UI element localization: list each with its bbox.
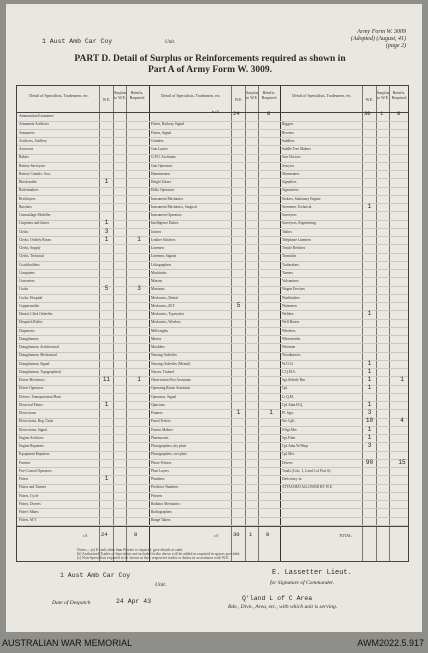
trade-label: Machinists — [151, 270, 167, 275]
trade-label: Artificers, Artillery — [19, 138, 47, 143]
trade-label: Linemen, Signals — [151, 254, 177, 259]
we-value: 1 — [367, 376, 372, 383]
total-label: TOTAL — [339, 533, 352, 538]
trade-label: Miners — [151, 336, 162, 341]
trade-label: Carpenter and Joiner — [19, 221, 49, 226]
trade-label: Dental, Clerk Orderlies — [19, 312, 53, 316]
footer-unit-caption: Unit. — [155, 582, 167, 588]
trade-label: Farriers — [19, 460, 31, 465]
trade-label: Hammermen — [151, 171, 170, 176]
trade-label: Millwrights — [151, 328, 168, 333]
header-reinf: Reinfts. Required — [129, 90, 145, 100]
trade-label: Saddle Tree Makers — [282, 147, 311, 151]
trade-label: Range Takers — [151, 518, 171, 523]
we-value: 1 — [104, 475, 109, 482]
trade-label: Masons — [151, 279, 163, 283]
table-row — [149, 517, 280, 526]
trade-label: Cpl.Mec — [282, 452, 295, 457]
trade-label: Dispensers — [19, 328, 35, 333]
header-reinf-3: Reinfts. Required — [391, 90, 407, 100]
trade-label: Photo-Writers — [151, 460, 172, 465]
trade-label: Washboilers — [282, 295, 300, 300]
trade-label: Operating Room Assistants — [151, 386, 191, 391]
trade-label: Instrument Mechanics, Surgical — [151, 204, 197, 209]
trade-label: Plate Layers — [151, 468, 169, 473]
trade-label: Bakers — [19, 155, 29, 160]
trade-label: Signwriters — [282, 188, 299, 193]
trade-label: Driver Mechanics — [19, 378, 45, 382]
trade-label: Whitesmiths — [282, 336, 301, 341]
trade-label: Blacksmiths — [19, 180, 37, 184]
trade-label: Equipment Repairers — [19, 452, 50, 457]
trade-label: Electricians, Reg. Units — [19, 419, 54, 424]
we-value: 5 — [104, 285, 109, 293]
unit-caption: Unit. — [165, 40, 176, 45]
header-surplus-3: Surplus to W.E. — [377, 90, 390, 100]
trade-label: Boilermakers — [19, 188, 39, 193]
trade-label: Pharmacists — [151, 435, 169, 440]
trade-label: Telephone Linemen — [282, 237, 311, 242]
despatch-date: 24 Apr 43 — [116, 598, 152, 605]
trade-label: Radiographers — [151, 510, 172, 514]
trade-label: Linemen — [151, 246, 164, 250]
trade-label: Welders — [282, 312, 294, 316]
trade-label: Turners — [282, 270, 294, 275]
we-value: 1 — [367, 202, 372, 210]
trade-label: Surveyors, Engineering — [282, 221, 316, 226]
reinf-value: 3 — [137, 285, 141, 293]
trade-label: Tinsmiths — [282, 254, 297, 259]
trade-label: Mechanics, M.T. — [151, 303, 176, 308]
trade-label: Nurses, Trained — [151, 369, 174, 374]
trade-label: Clerks — [19, 229, 29, 234]
trade-label: Ammunition Examiners — [19, 114, 54, 118]
trade-label: Masseurs — [151, 287, 165, 292]
trade-label: Wiremen — [282, 345, 296, 349]
we-value: 1 — [104, 178, 109, 185]
trade-label: Lithographers — [151, 262, 172, 267]
trade-label: Butchers — [19, 204, 32, 209]
trade-label: Drivers — [282, 460, 293, 465]
trade-label: S/Sgt.Mec — [282, 427, 298, 432]
trade-label: Gun Layers — [151, 147, 168, 151]
we-value: 3 — [104, 227, 109, 235]
formation-caption: Bde., Divn., Area, etc., with which unit is serving. — [228, 604, 338, 610]
cf1-r: 8 — [134, 531, 138, 538]
we-value: 1 — [367, 384, 372, 392]
trade-label: Leather Stitchers — [151, 237, 176, 242]
we-value: 3 — [367, 409, 372, 416]
trade-label: Height Takers — [151, 180, 172, 184]
table-row — [280, 517, 408, 526]
trade-label: Toolmakers — [282, 262, 299, 267]
trade-label: Saw Doctors — [282, 155, 301, 160]
trade-label: Patrol Testers — [151, 419, 171, 424]
trade-label: Fitters, Drivers — [19, 501, 41, 506]
trade-label: Clerks, Technical — [19, 254, 45, 259]
trade-label: Instrument Operators — [151, 213, 182, 217]
archive-strip — [0, 636, 428, 653]
trade-label: Battery Comdrs. Asst. — [19, 171, 51, 176]
trade-label: Bricklayers — [19, 196, 36, 201]
trade-label: Cooks, Hospital — [19, 295, 43, 300]
formation-name: Q'land L of C Area — [242, 595, 313, 602]
trade-label: Fitters, Signal — [151, 130, 172, 135]
we-value: 1 — [367, 359, 372, 367]
trade-label: Observation Post Assistants — [151, 378, 191, 382]
cf1-we: 24 — [101, 531, 108, 538]
form-page: (page 2) — [385, 43, 406, 49]
trade-label: Nursing Orderlies (Mental) — [151, 361, 191, 366]
part-title-line2: Part A of Army Form W. 3009. — [147, 65, 272, 75]
cf2-label: c/f — [214, 533, 219, 538]
bf3-r: 8 — [397, 110, 401, 117]
table-note: Notes:—(a) If rank other than Private is required, give details as rank. — [77, 548, 184, 552]
trade-label: Photographers, dry plate — [151, 444, 187, 448]
trade-label: Fitters — [19, 477, 29, 481]
trade-label: Hollo Operators — [151, 188, 175, 193]
header-detail-2: Detail of Specialists, Tradesmen, etc. — [161, 93, 221, 98]
trade-label: Mechanics, Dental — [151, 295, 178, 300]
we-value: 1 — [104, 219, 109, 227]
trade-label: Plumbers — [151, 477, 165, 481]
trade-label: Clerks, Supply — [19, 246, 41, 250]
header-we-2: W.E. — [234, 97, 243, 102]
form-adopted: (Adopted) (August, 41) — [350, 36, 406, 42]
reinf-value: 1 — [137, 235, 141, 243]
cf-row — [17, 526, 408, 547]
trade-label: Sgt.Orderly Rm — [282, 378, 305, 382]
table-header — [17, 86, 408, 113]
trade-label: Grinders — [151, 138, 164, 143]
trade-label: Storemen, Technical — [282, 204, 312, 209]
trade-label: Surveyors — [282, 213, 297, 217]
trade-label: Signallers — [282, 180, 297, 184]
trade-label: Cpl. — [282, 386, 289, 391]
reinf-value: 4 — [400, 417, 404, 425]
bf-we: 24 — [233, 110, 240, 117]
trade-label: Engine Artificers — [19, 435, 44, 440]
we-value: 1 — [104, 235, 109, 243]
trade-label: Mechanics, Typewriter — [151, 312, 185, 316]
trade-label: Well Borers — [282, 320, 300, 325]
trade-label: Lt Q.M. — [282, 394, 294, 399]
commander-signature: E. Lassetter Lieut. — [272, 569, 352, 577]
trade-label: Pattern Makers — [151, 427, 173, 432]
trade-label: Fire Control Operators — [19, 468, 52, 473]
trade-label: Driver Operators — [19, 386, 44, 391]
trades-table — [16, 85, 409, 562]
we-value: 90 — [365, 458, 374, 466]
trade-label: Operators, Signal — [151, 394, 177, 399]
table-row — [17, 517, 148, 526]
trade-label: Electricians, Signal — [19, 427, 47, 432]
we-value: 5 — [236, 301, 241, 309]
trade-label: ATTACHED ALLOWED BY W.E. — [282, 485, 333, 490]
trade-label: Cpl.Adm.H.Q. — [282, 402, 304, 407]
trade-label: C.Q.M.S. — [282, 369, 296, 374]
we-value: 10 — [365, 417, 374, 425]
we-value: 1 — [236, 409, 241, 416]
trade-label: Draughtsmen — [19, 336, 39, 341]
unit-name: 1 Aust Amb Car Coy — [42, 38, 113, 45]
trade-label: Cpl.Adm.W/Shop — [282, 444, 308, 448]
we-value: 1 — [104, 400, 109, 408]
table-note: (c) Non-Specialists required to be shown in their respective trades or duties in accordance with W.E. — [77, 556, 230, 560]
signature-caption: for Signature of Commander. — [270, 580, 334, 586]
part-title-line1: PART D. Detail of Surplus or Reinforcements required as shown in — [74, 54, 346, 64]
trade-label: Riveters — [282, 130, 294, 135]
trade-label: Pl. Sgts. — [282, 411, 294, 415]
trade-label: Draughtsmen, Mechanical — [19, 353, 57, 358]
header-we: W.E. — [102, 97, 111, 102]
trade-label: Woodturners — [282, 353, 301, 358]
trade-label: Draughtsmen, Signal — [19, 361, 50, 366]
reinf-value: 1 — [137, 376, 141, 383]
trade-label: Watermen — [282, 303, 297, 308]
table-note: (b) Authorized Trades or Specialists not included in the above will be added as required in spaces provided. — [77, 552, 241, 556]
cf-label: c/f — [83, 533, 88, 538]
trade-label: Armourers — [19, 130, 35, 135]
trade-label: Totals (Cols. 1, 2 and 3 of Part A) — [282, 468, 331, 473]
trade-label: Predictor Numbers — [151, 485, 179, 490]
trade-label: Printers — [151, 493, 163, 498]
trade-label: Concreters — [19, 279, 35, 283]
trade-label: Coachbuilders — [19, 262, 40, 267]
header-surplus: Surplus to W.E. — [114, 90, 127, 100]
header-detail: Detail of Specialists, Tradesmen, etc. — [29, 93, 89, 98]
trade-label: Draughtsmen, Topographical — [19, 369, 61, 374]
trade-label: Wheelers — [282, 328, 296, 333]
trade-label: Moulders — [151, 345, 165, 349]
trade-label: Instrument Mechanics — [151, 196, 184, 201]
bf-label: b/f — [212, 111, 220, 115]
reinf-value: 1 — [400, 376, 404, 383]
trade-label: Intelligence Duties — [151, 221, 179, 226]
we-value: 1 — [367, 433, 372, 441]
part-title — [20, 54, 400, 76]
header-surplus-2: Surplus to W.E. — [246, 90, 259, 100]
trade-label: Deficiency in — [282, 477, 302, 481]
trade-label: G.P.O. Assistants — [151, 155, 176, 160]
trade-label: Sec Cpls — [282, 419, 295, 424]
trade-label: Drivers, Transportation Plant — [19, 394, 61, 399]
trade-label: Saddlers — [282, 138, 295, 143]
trade-label: Fitter's Mates — [19, 510, 39, 514]
cf2-r: 8 — [266, 531, 270, 538]
header-we-3: W.E. — [365, 97, 374, 102]
trade-label: Radiator Mechanics — [151, 501, 180, 506]
trade-label: Tailors — [282, 229, 292, 234]
cf2-we: 30 — [233, 531, 240, 538]
we-value: 1 — [367, 400, 372, 408]
we-value: 3 — [367, 442, 372, 449]
trade-label: Electricians — [19, 411, 36, 415]
trade-label: Photographers, wet plate — [151, 452, 187, 457]
archive-name: AUSTRALIAN WAR MEMORIAL — [2, 638, 133, 648]
trade-label: Gun Operators — [151, 163, 173, 168]
we-value: 1 — [367, 367, 372, 375]
trade-label: Despatch Riders — [19, 320, 43, 325]
trade-label: Coppersmiths — [19, 303, 39, 308]
despatch-label: Date of Despatch — [52, 600, 91, 606]
trade-label: Engine Repairers — [19, 444, 44, 448]
trade-label: Camouflage Modeller — [19, 213, 51, 217]
trade-label: Textile Refitters — [282, 246, 306, 250]
trade-label: Wagon Erectors — [282, 287, 305, 292]
trade-label: Fitters, Railway Signal — [151, 122, 185, 127]
trade-label: Computers — [19, 270, 35, 275]
bf-r: 8 — [267, 110, 271, 117]
we-value: 1 — [367, 425, 372, 433]
trade-label: Fitters, Cycle — [19, 493, 39, 498]
trade-label: Draughtsmen, Architectural — [19, 345, 59, 349]
archive-number: AWM2022.5.917 — [357, 638, 424, 648]
trade-label: Sawyers — [282, 163, 295, 168]
trade-label: Sgt.Fitter — [282, 435, 296, 440]
bf3-s: 1 — [380, 110, 384, 117]
reinf-value: 15 — [398, 458, 406, 466]
trade-label: Shoemakers — [282, 171, 300, 176]
trade-label: Nursing Orderlies — [151, 353, 177, 358]
we-value: 1 — [367, 310, 372, 317]
trade-label: Stokers, Stationary Engine — [282, 196, 321, 201]
we-value: 11 — [102, 376, 111, 383]
trade-label: Joiners — [151, 229, 162, 234]
footer-unit: 1 Aust Amb Car Coy — [60, 572, 131, 579]
trade-label: Fitters and Turners — [19, 485, 47, 490]
header-detail-3: Detail of Specialists, Tradesmen, etc. — [292, 93, 352, 98]
form-number: Army Form W. 3009 — [357, 29, 406, 35]
trade-label: Riggers — [282, 122, 294, 127]
trade-label: Electrical Fitters — [19, 402, 43, 407]
trade-label: Clerks, Orderly Room — [19, 237, 52, 242]
trade-label: Fitters, M.V. — [19, 518, 38, 523]
trade-label: Cooks — [19, 287, 29, 292]
trade-label: Armament Artificers — [19, 122, 49, 127]
trade-label: Assessors — [19, 147, 34, 151]
trade-label: Opticians — [151, 402, 165, 407]
trade-label: Mechanics, Wireless — [151, 320, 181, 325]
trade-label: Vulcanisers — [282, 279, 299, 283]
bf3-we: 30 — [364, 110, 371, 117]
header-reinf-2: Reinfts. Required — [261, 90, 277, 100]
trade-label: Battery Surveyors — [19, 163, 46, 168]
cf2-s: 1 — [249, 531, 253, 538]
trade-label: W.O.I.I. — [282, 361, 294, 366]
reinf-value: 1 — [269, 409, 273, 416]
trade-label: Painters — [151, 411, 163, 415]
